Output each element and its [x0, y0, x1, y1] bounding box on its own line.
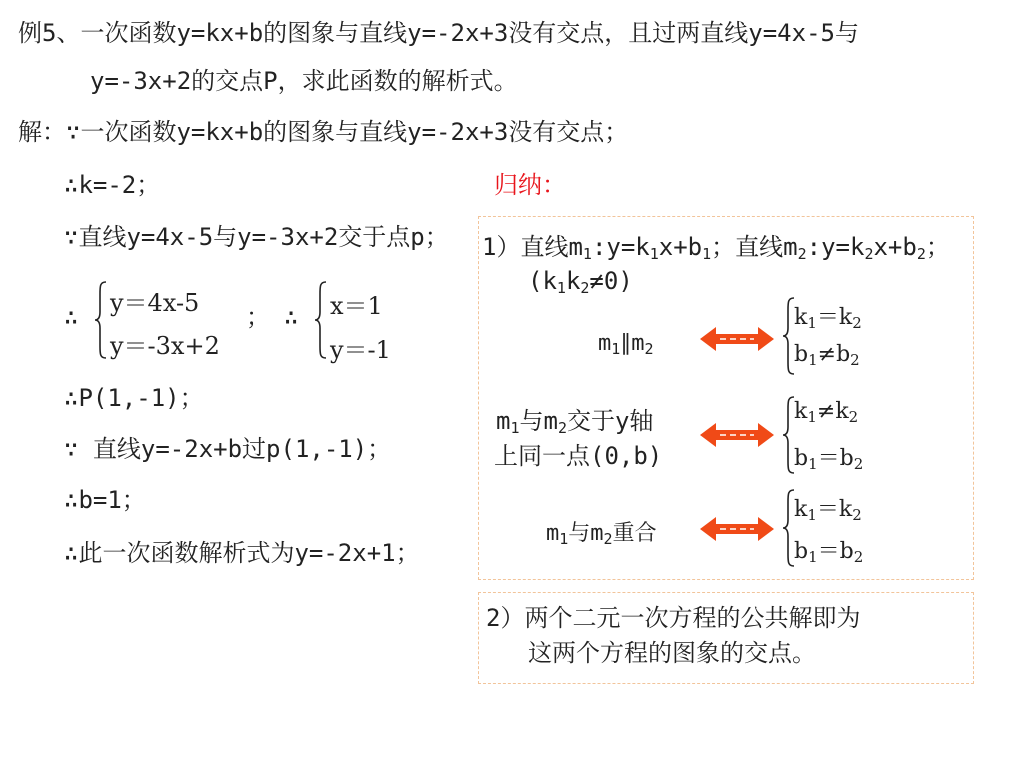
problem-line-1: 例5、一次函数y=kx+b的图象与直线y=-2x+3没有交点，且过两直线y=4x-5与 [18, 19, 859, 47]
case-parallel-label: $m_1\parallel m_2$ [598, 331, 654, 358]
left-brace-icon [314, 280, 328, 360]
double-arrow-icon [700, 423, 774, 447]
solution-step-b: ∴b=1； [64, 486, 146, 514]
system2 [314, 280, 434, 364]
condition-k: $k_1=k_2$ [794, 497, 862, 524]
system1-eq2: y＝-3x+2 [110, 332, 220, 360]
solution-step-b-line: ∵ 直线y=-2x+b过p(1,-1)； [64, 435, 392, 463]
system2-eq2: y＝-1 [330, 336, 391, 364]
case-coincide-label: $m_1$与$m_2$重合 [546, 521, 657, 548]
left-brace-icon [94, 280, 108, 360]
solution-intro: 解：∵一次函数y=kx+b的图象与直线y=-2x+3没有交点； [18, 118, 629, 146]
solution-point-p: ∴P(1,-1)； [64, 384, 204, 412]
condition-b: $b_1=b_2$ [794, 446, 864, 473]
system2-eq1: x＝1 [330, 292, 383, 320]
summary-heading: 归纳： [494, 171, 566, 199]
point1-line1: 1）直线$m_1:y=k_1x+b_1$；直线$m_2:y=k_2x+b_2$； [482, 233, 950, 263]
double-arrow-icon [700, 327, 774, 351]
solution-result: ∴此一次函数解析式为y=-2x+1； [64, 539, 420, 567]
condition-k: $k_1\ne k_2$ [794, 399, 859, 426]
system1-therefore: ∴ [64, 303, 79, 331]
condition-b: $b_1\ne b_2$ [794, 342, 860, 369]
solution-step-intersect: ∵直线y=4x-5与y=-3x+2交于点p； [64, 223, 449, 251]
case-yaxis-label: $m_1$与$m_2$交于y轴 [496, 407, 654, 437]
condition-k: $k_1=k_2$ [794, 305, 862, 332]
system2-therefore: ∴ [284, 303, 299, 331]
case-yaxis-conditions [782, 395, 902, 475]
problem-line-2: y=-3x+2的交点P，求此函数的解析式。 [90, 67, 518, 95]
double-arrow-icon [700, 517, 774, 541]
case-parallel-conditions [782, 296, 902, 376]
condition-b: $b_1=b_2$ [794, 539, 864, 566]
case-coincide-conditions [782, 488, 902, 568]
point1-condition: $(k_1k_2\ne 0)$ [528, 267, 633, 297]
point2-line2: 这两个方程的图象的交点。 [528, 639, 816, 667]
point2-line1: 2）两个二元一次方程的公共解即为 [486, 604, 861, 632]
system-separator: ； [246, 303, 270, 331]
solution-step-k: ∴k=-2； [64, 171, 161, 199]
case-yaxis-label-2: 上同一点(0,b) [494, 442, 663, 470]
system1-eq1: y＝4x-5 [110, 289, 200, 317]
system1 [94, 280, 254, 360]
